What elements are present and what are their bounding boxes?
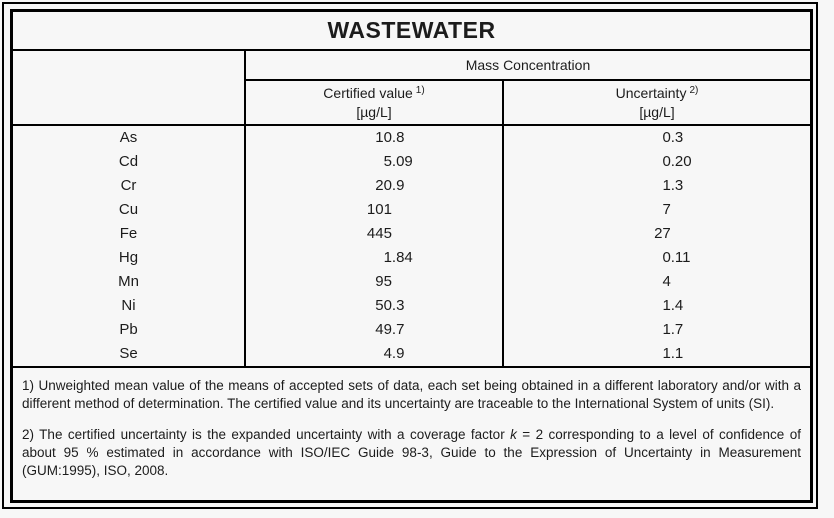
uncertainty-header-line — [616, 84, 699, 103]
uncertainty-unit: [µg/L] — [639, 103, 675, 120]
value-integer-part: 7 — [662, 201, 671, 218]
value-fraction-part: .20 — [670, 153, 692, 170]
value-integer-part: 5 — [383, 153, 392, 170]
certified-value-cell — [246, 174, 504, 198]
value-integer-part: 1 — [662, 177, 671, 194]
element-symbol-cell: Cd — [13, 150, 246, 174]
certified-value-unit: [µg/L] — [356, 103, 392, 120]
certified-value-cell — [246, 318, 504, 342]
certified-value-cell — [246, 246, 504, 270]
value-fraction-part: .7 — [670, 321, 684, 338]
uncertainty-cell — [504, 198, 810, 222]
certified-value-cell — [246, 222, 504, 246]
value-fraction-part: .4 — [670, 297, 684, 314]
footnote-ref-2: 2) — [689, 84, 699, 96]
certified-value-header-line — [323, 84, 424, 103]
certified-value-label: Certified value — [323, 84, 413, 101]
value-fraction-part: .11 — [670, 249, 691, 266]
column-header-uncertainty — [504, 81, 810, 126]
element-symbol-cell: Cr — [13, 174, 246, 198]
value-integer-part: 0 — [662, 249, 671, 266]
uncertainty-cell — [504, 222, 810, 246]
element-symbol-cell: Mn — [13, 270, 246, 294]
certified-value-cell — [246, 150, 504, 174]
value-integer-part: 0 — [662, 153, 671, 170]
empty-corner-cell — [13, 51, 246, 126]
wastewater-table — [13, 12, 810, 500]
group-header-mass-concentration: Mass Concentration — [246, 51, 810, 81]
value-integer-part: 27 — [654, 225, 671, 242]
value-fraction-part: .84 — [391, 249, 413, 266]
certificate-inner-frame — [10, 9, 813, 503]
value-integer-part: 50 — [375, 297, 392, 314]
value-integer-part: 49 — [375, 321, 392, 338]
value-integer-part: 101 — [366, 201, 392, 218]
certificate-outer-frame — [2, 2, 818, 509]
element-symbol-cell: As — [13, 126, 246, 150]
footnote-ref-1: 1) — [415, 84, 425, 96]
value-fraction-part: .7 — [391, 321, 405, 338]
certified-value-cell — [246, 198, 504, 222]
uncertainty-cell — [504, 174, 810, 198]
footnote-2-text: 2) The certified uncertainty is the expanded uncertainty with a coverage factor — [22, 427, 511, 442]
certified-value-cell — [246, 294, 504, 318]
value-integer-part: 1 — [662, 297, 671, 314]
value-fraction-part: .9 — [391, 345, 405, 362]
value-fraction-part: .1 — [670, 345, 684, 362]
value-fraction-part: .3 — [391, 297, 405, 314]
footnote-2 — [22, 426, 801, 480]
footnote-2-k-italic: k — [510, 427, 517, 442]
uncertainty-label: Uncertainty — [615, 84, 687, 101]
element-symbol-cell: Hg — [13, 246, 246, 270]
value-integer-part: 20 — [375, 177, 392, 194]
uncertainty-cell — [504, 246, 810, 270]
value-integer-part: 1 — [383, 249, 392, 266]
value-fraction-part: .8 — [391, 129, 405, 146]
uncertainty-cell — [504, 126, 810, 150]
element-symbol-cell: Fe — [13, 222, 246, 246]
value-fraction-part: .3 — [670, 129, 684, 146]
element-symbol-cell: Ni — [13, 294, 246, 318]
uncertainty-cell — [504, 150, 810, 174]
uncertainty-cell — [504, 270, 810, 294]
element-symbol-cell: Cu — [13, 198, 246, 222]
footnotes-section — [13, 366, 810, 500]
value-integer-part: 1 — [662, 345, 671, 362]
value-integer-part: 1 — [662, 321, 671, 338]
footnote-2-text-cont: = 2 corresponding to a level of confidence of about 95 % estimated in accordance with ISO/IEC Guide 98-3, Guide to the Expression of Uncertainty in Measurement (GUM:1995), ISO, 2008. — [22, 427, 801, 478]
page-title: WASTEWATER — [13, 12, 810, 51]
certified-value-cell — [246, 270, 504, 294]
value-integer-part: 445 — [366, 225, 392, 242]
value-fraction-part: .3 — [670, 177, 684, 194]
uncertainty-cell — [504, 318, 810, 342]
value-integer-part: 0 — [662, 129, 671, 146]
element-symbol-cell: Pb — [13, 318, 246, 342]
certified-value-cell — [246, 342, 504, 366]
value-integer-part: 4 — [383, 345, 392, 362]
value-integer-part: 95 — [375, 273, 392, 290]
certified-value-cell — [246, 126, 504, 150]
column-header-certified-value — [246, 81, 504, 126]
uncertainty-cell — [504, 294, 810, 318]
value-integer-part: 10 — [375, 129, 392, 146]
element-symbol-cell: Se — [13, 342, 246, 366]
uncertainty-cell — [504, 342, 810, 366]
value-integer-part: 4 — [662, 273, 671, 290]
value-fraction-part: .9 — [391, 177, 405, 194]
value-fraction-part: .09 — [391, 153, 413, 170]
footnote-1: 1) Unweighted mean value of the means of accepted sets of data, each set being obtained in a different laboratory and/or with a different method of determination. The certified value and its uncertainty are traceable to the International System of units (SI). — [22, 378, 801, 411]
